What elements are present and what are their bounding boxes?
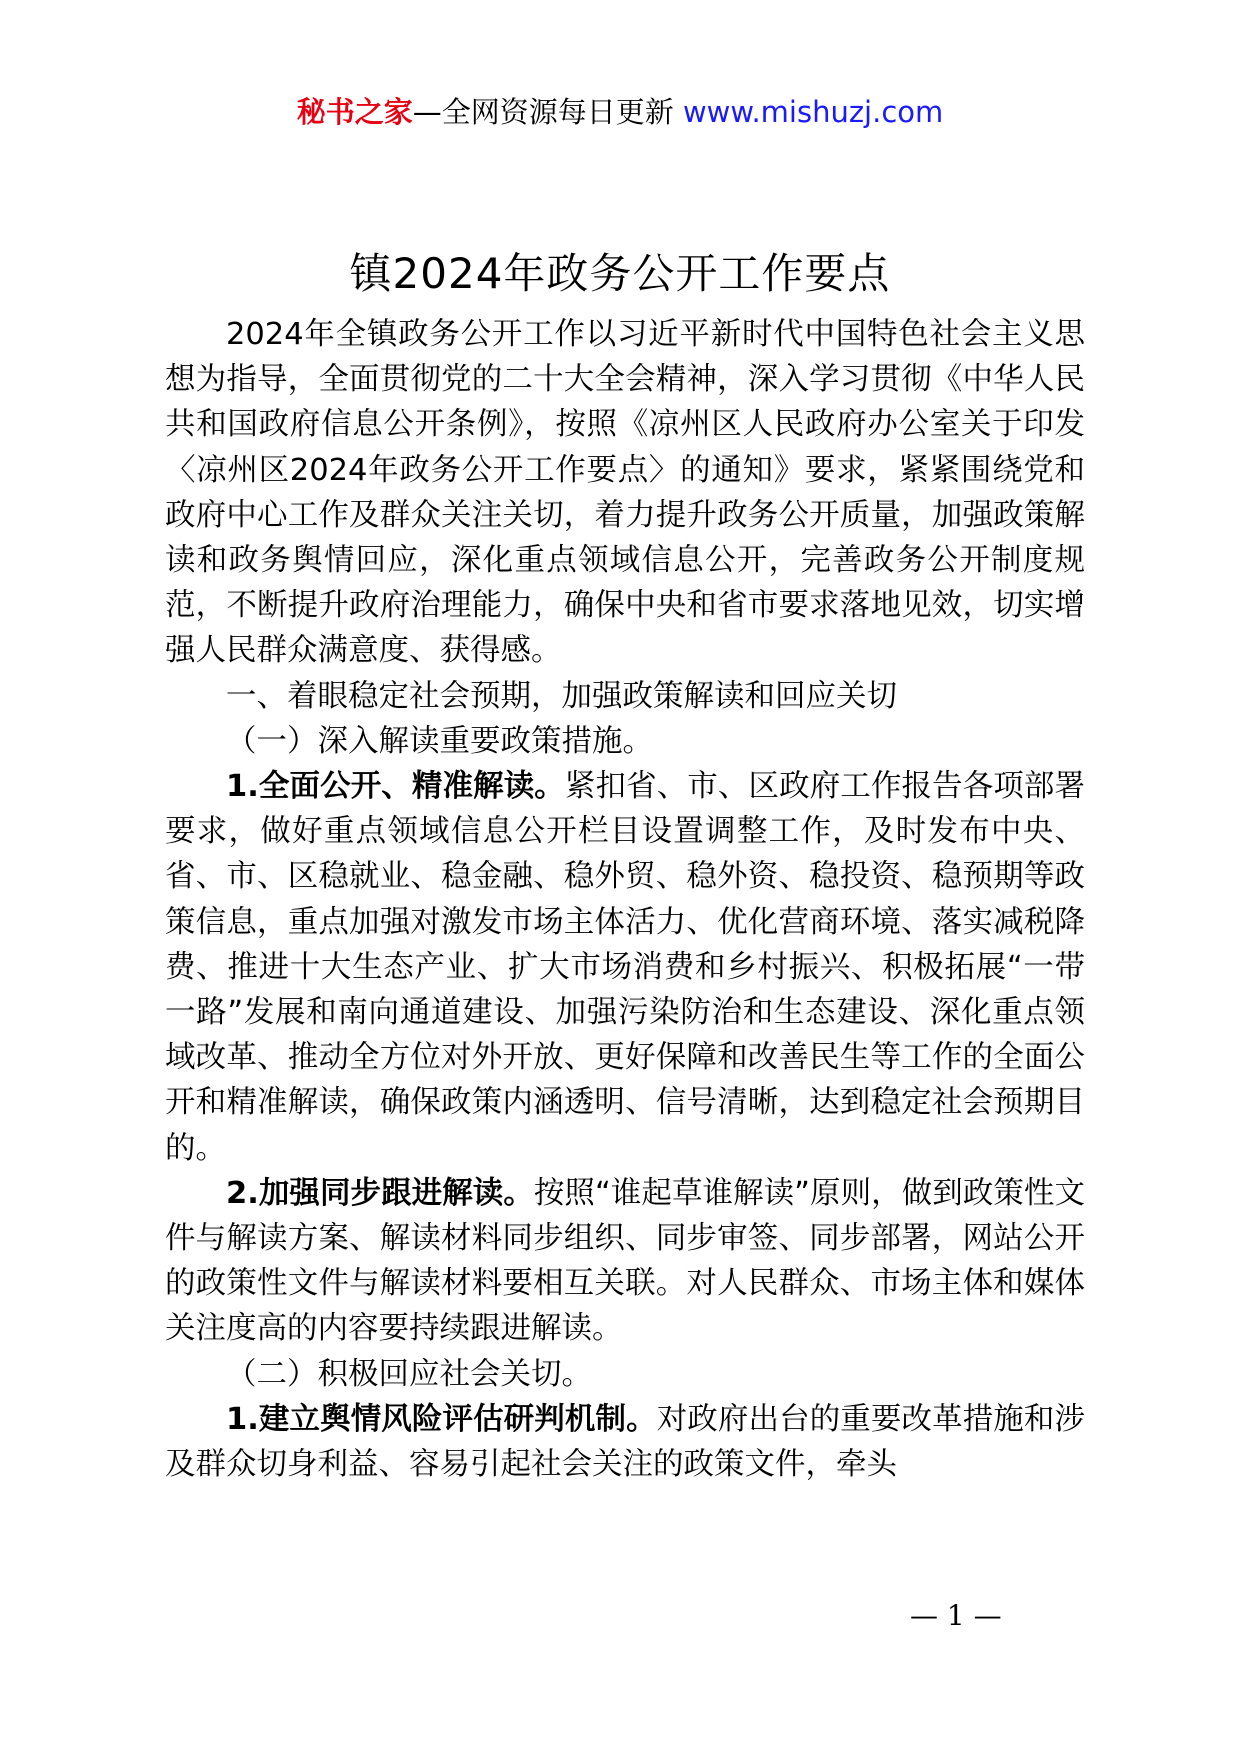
document-body [165,312,1085,1487]
subsection-heading: （一）深入解读重要政策措施。 [226,723,653,759]
item-label: 1.全面公开、精准解读。 [226,769,565,805]
site-banner [0,92,1240,132]
section-heading: 一、着眼稳定社会预期，加强政策解读和回应关切 [226,678,897,714]
page-number: — 1 — [910,1599,1002,1632]
document-title: 镇2024年政务公开工作要点 [349,249,891,298]
item-label: 2.加强同步跟进解读。 [226,1175,534,1211]
banner-brand: 秘书之家 [296,95,413,129]
item-text: 对政府出台的重要改革措施和涉及群众切身利益、容易引起社会关注的政策文件，牵头 [165,1401,1085,1483]
list-item [165,1397,1085,1487]
banner-url-link[interactable]: www.mishuzj.com [682,95,944,129]
intro-paragraph: 2024年全镇政务公开工作以习近平新时代中国特色社会主义思想为指导，全面贯彻党的二十大全会精神，深入学习贯彻《中华人民共和国政府信息公开条例》，按照《凉州区人民政府办公室关于印发〈凉州区2024年政务公开工作要点〉的通知》要求，紧紧围绕党和政府中心工作及群众关注关切，着力提升政务公开质量，加强政策解读和政务舆情回应，深化重点领域信息公开，完善政务公开制度规范，不断提升政府治理能力，确保中央和省市要求落地见效，切实增强人民群众满意度、获得感。 [165,317,1085,669]
banner-tagline: 全网资源每日更新 [441,95,683,129]
list-item [165,764,1085,1171]
item-text: 紧扣省、市、区政府工作报告各项部署要求，做好重点领域信息公开栏目设置调整工作，及时发布中央、省、市、区稳就业、稳金融、稳外贸、稳外资、稳投资、稳预期等政策信息，重点加强对激发市场主体活力、优化营商环境、落实减税降费、推进十大生态产业、扩大市场消费和乡村振兴、积极拓展“一带一路”发展和南向通道建设、加强污染防治和生态建设、深化重点领域改革、推动全方位对外开放、更好保障和改善民生等工作的全面公开和精准解读，确保政策内涵透明、信号清晰，达到稳定社会预期目的。 [165,769,1085,1166]
item-text: 按照“谁起草谁解读”原则，做到政策性文件与解读方案、解读材料同步组织、同步审签、同步部署，网站公开的政策性文件与解读材料要相互关联。对人民群众、市场主体和媒体关注度高的内容要持续跟进解读。 [165,1175,1085,1347]
subsection-heading: （二）积极回应社会关切。 [226,1356,592,1392]
banner-separator: — [412,95,442,129]
item-label: 1.建立舆情风险评估研判机制。 [226,1401,657,1437]
list-item [165,1171,1085,1352]
